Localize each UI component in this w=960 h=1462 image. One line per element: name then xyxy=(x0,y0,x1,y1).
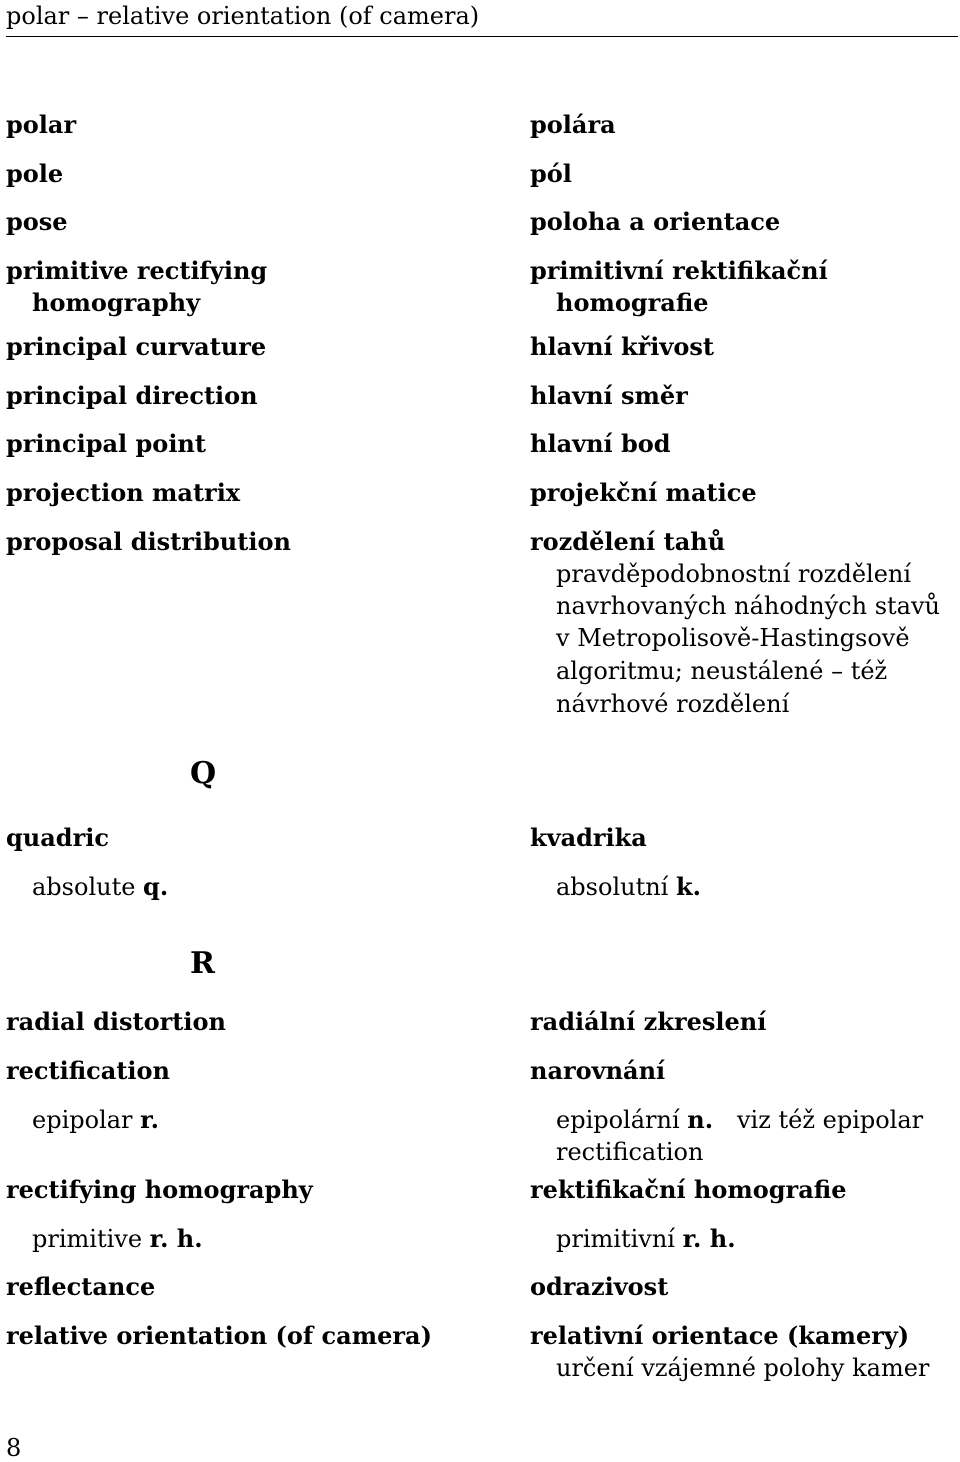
entry-en-principal-point: principal point xyxy=(6,429,206,458)
entry-en-rectification: rectification xyxy=(6,1056,171,1085)
running-header xyxy=(6,0,958,37)
entry-en-polar: polar xyxy=(6,110,77,139)
note-line-1: pravděpodobnostní rozdělení xyxy=(556,560,912,588)
subentry-en-primitive xyxy=(32,1223,203,1255)
note-line-4: algoritmu; neustálené – též xyxy=(556,657,888,685)
entry-en-pole: pole xyxy=(6,159,64,188)
entry-cs-principal-curvature: hlavní křivost xyxy=(530,332,714,361)
entry-en-quadric: quadric xyxy=(6,823,109,852)
entry-cs-projection-matrix: projekční matice xyxy=(530,478,757,507)
entry-cs-relative-orientation: relativní orientace (kamery) xyxy=(530,1321,910,1350)
subentry-cs-absolute-abbr: k. xyxy=(675,872,701,901)
subentry-en-epipolar-abbr: r. xyxy=(140,1105,159,1134)
entry-cs-radial: radiální zkreslení xyxy=(530,1007,767,1036)
entry-cs-pole: pól xyxy=(530,159,572,188)
page-number: 8 xyxy=(6,1434,22,1462)
subentry-cs-primitive xyxy=(556,1223,736,1255)
entry-cs-principal-point: hlavní bod xyxy=(530,429,671,458)
subentry-en-epipolar xyxy=(32,1104,159,1136)
subentry-en-absolute-abbr: q. xyxy=(143,872,169,901)
entry-cs-primitive-2: homografie xyxy=(556,288,709,317)
entry-en-rectifying-homography: rectifying homography xyxy=(6,1175,313,1204)
entry-cs-principal-direction: hlavní směr xyxy=(530,381,688,410)
entry-en-principal-curvature: principal curvature xyxy=(6,332,267,361)
subentry-en-epipolar-text: epipolar xyxy=(32,1106,141,1134)
subentry-cs-primitive-abbr: r. h. xyxy=(682,1224,736,1253)
entry-en-projection-matrix: projection matrix xyxy=(6,478,241,507)
section-letter-q: Q xyxy=(190,756,217,791)
subentry-cs-absolute-text: absolutní xyxy=(556,873,676,901)
subentry-cs-epipolar-abbr: n. xyxy=(687,1105,714,1134)
entry-cs-primitive-1: primitivní rektifikační xyxy=(530,256,828,285)
subentry-en-primitive-text: primitive xyxy=(32,1225,150,1253)
note-relative-orientation: určení vzájemné polohy kamer xyxy=(556,1354,930,1382)
entry-en-primitive-2: homography xyxy=(32,288,201,317)
entry-en-reflectance: reflectance xyxy=(6,1272,156,1301)
subentry-cs-epipolar xyxy=(556,1104,713,1136)
entry-cs-rectification: narovnání xyxy=(530,1056,666,1085)
entry-cs-pose: poloha a orientace xyxy=(530,207,781,236)
entry-en-proposal: proposal distribution xyxy=(6,527,291,556)
subentry-en-absolute-text: absolute xyxy=(32,873,144,901)
note-line-5: návrhové rozdělení xyxy=(556,690,790,718)
entry-cs-reflectance: odrazivost xyxy=(530,1272,669,1301)
entry-en-primitive-1: primitive rectifying xyxy=(6,256,268,285)
subentry-cs-absolute xyxy=(556,871,701,903)
entry-cs-polar: polára xyxy=(530,110,616,139)
subentry-cs-epipolar-text: epipolární xyxy=(556,1106,688,1134)
subentry-en-primitive-abbr: r. h. xyxy=(149,1224,203,1253)
entry-en-principal-direction: principal direction xyxy=(6,381,258,410)
subentry-en-absolute xyxy=(32,871,168,903)
entry-en-relative-orientation: relative orientation (of camera) xyxy=(6,1321,432,1350)
entry-cs-rectifying-homography: rektifikační homografie xyxy=(530,1175,847,1204)
cross-ref-line-2: rectification xyxy=(556,1138,704,1166)
cross-ref-line-1: viz též epipolar xyxy=(737,1106,924,1134)
header-title: polar – relative orientation (of camera) xyxy=(6,2,480,30)
entry-en-radial: radial distortion xyxy=(6,1007,226,1036)
section-letter-r: R xyxy=(190,946,215,981)
entry-cs-quadric: kvadrika xyxy=(530,823,647,852)
subentry-cs-primitive-text: primitivní xyxy=(556,1225,683,1253)
note-line-2: navrhovaných náhodných stavů xyxy=(556,592,940,620)
entry-en-pose: pose xyxy=(6,207,68,236)
note-line-3: v Metropolisově-Hastingsově xyxy=(556,624,910,652)
entry-cs-proposal: rozdělení tahů xyxy=(530,527,726,556)
